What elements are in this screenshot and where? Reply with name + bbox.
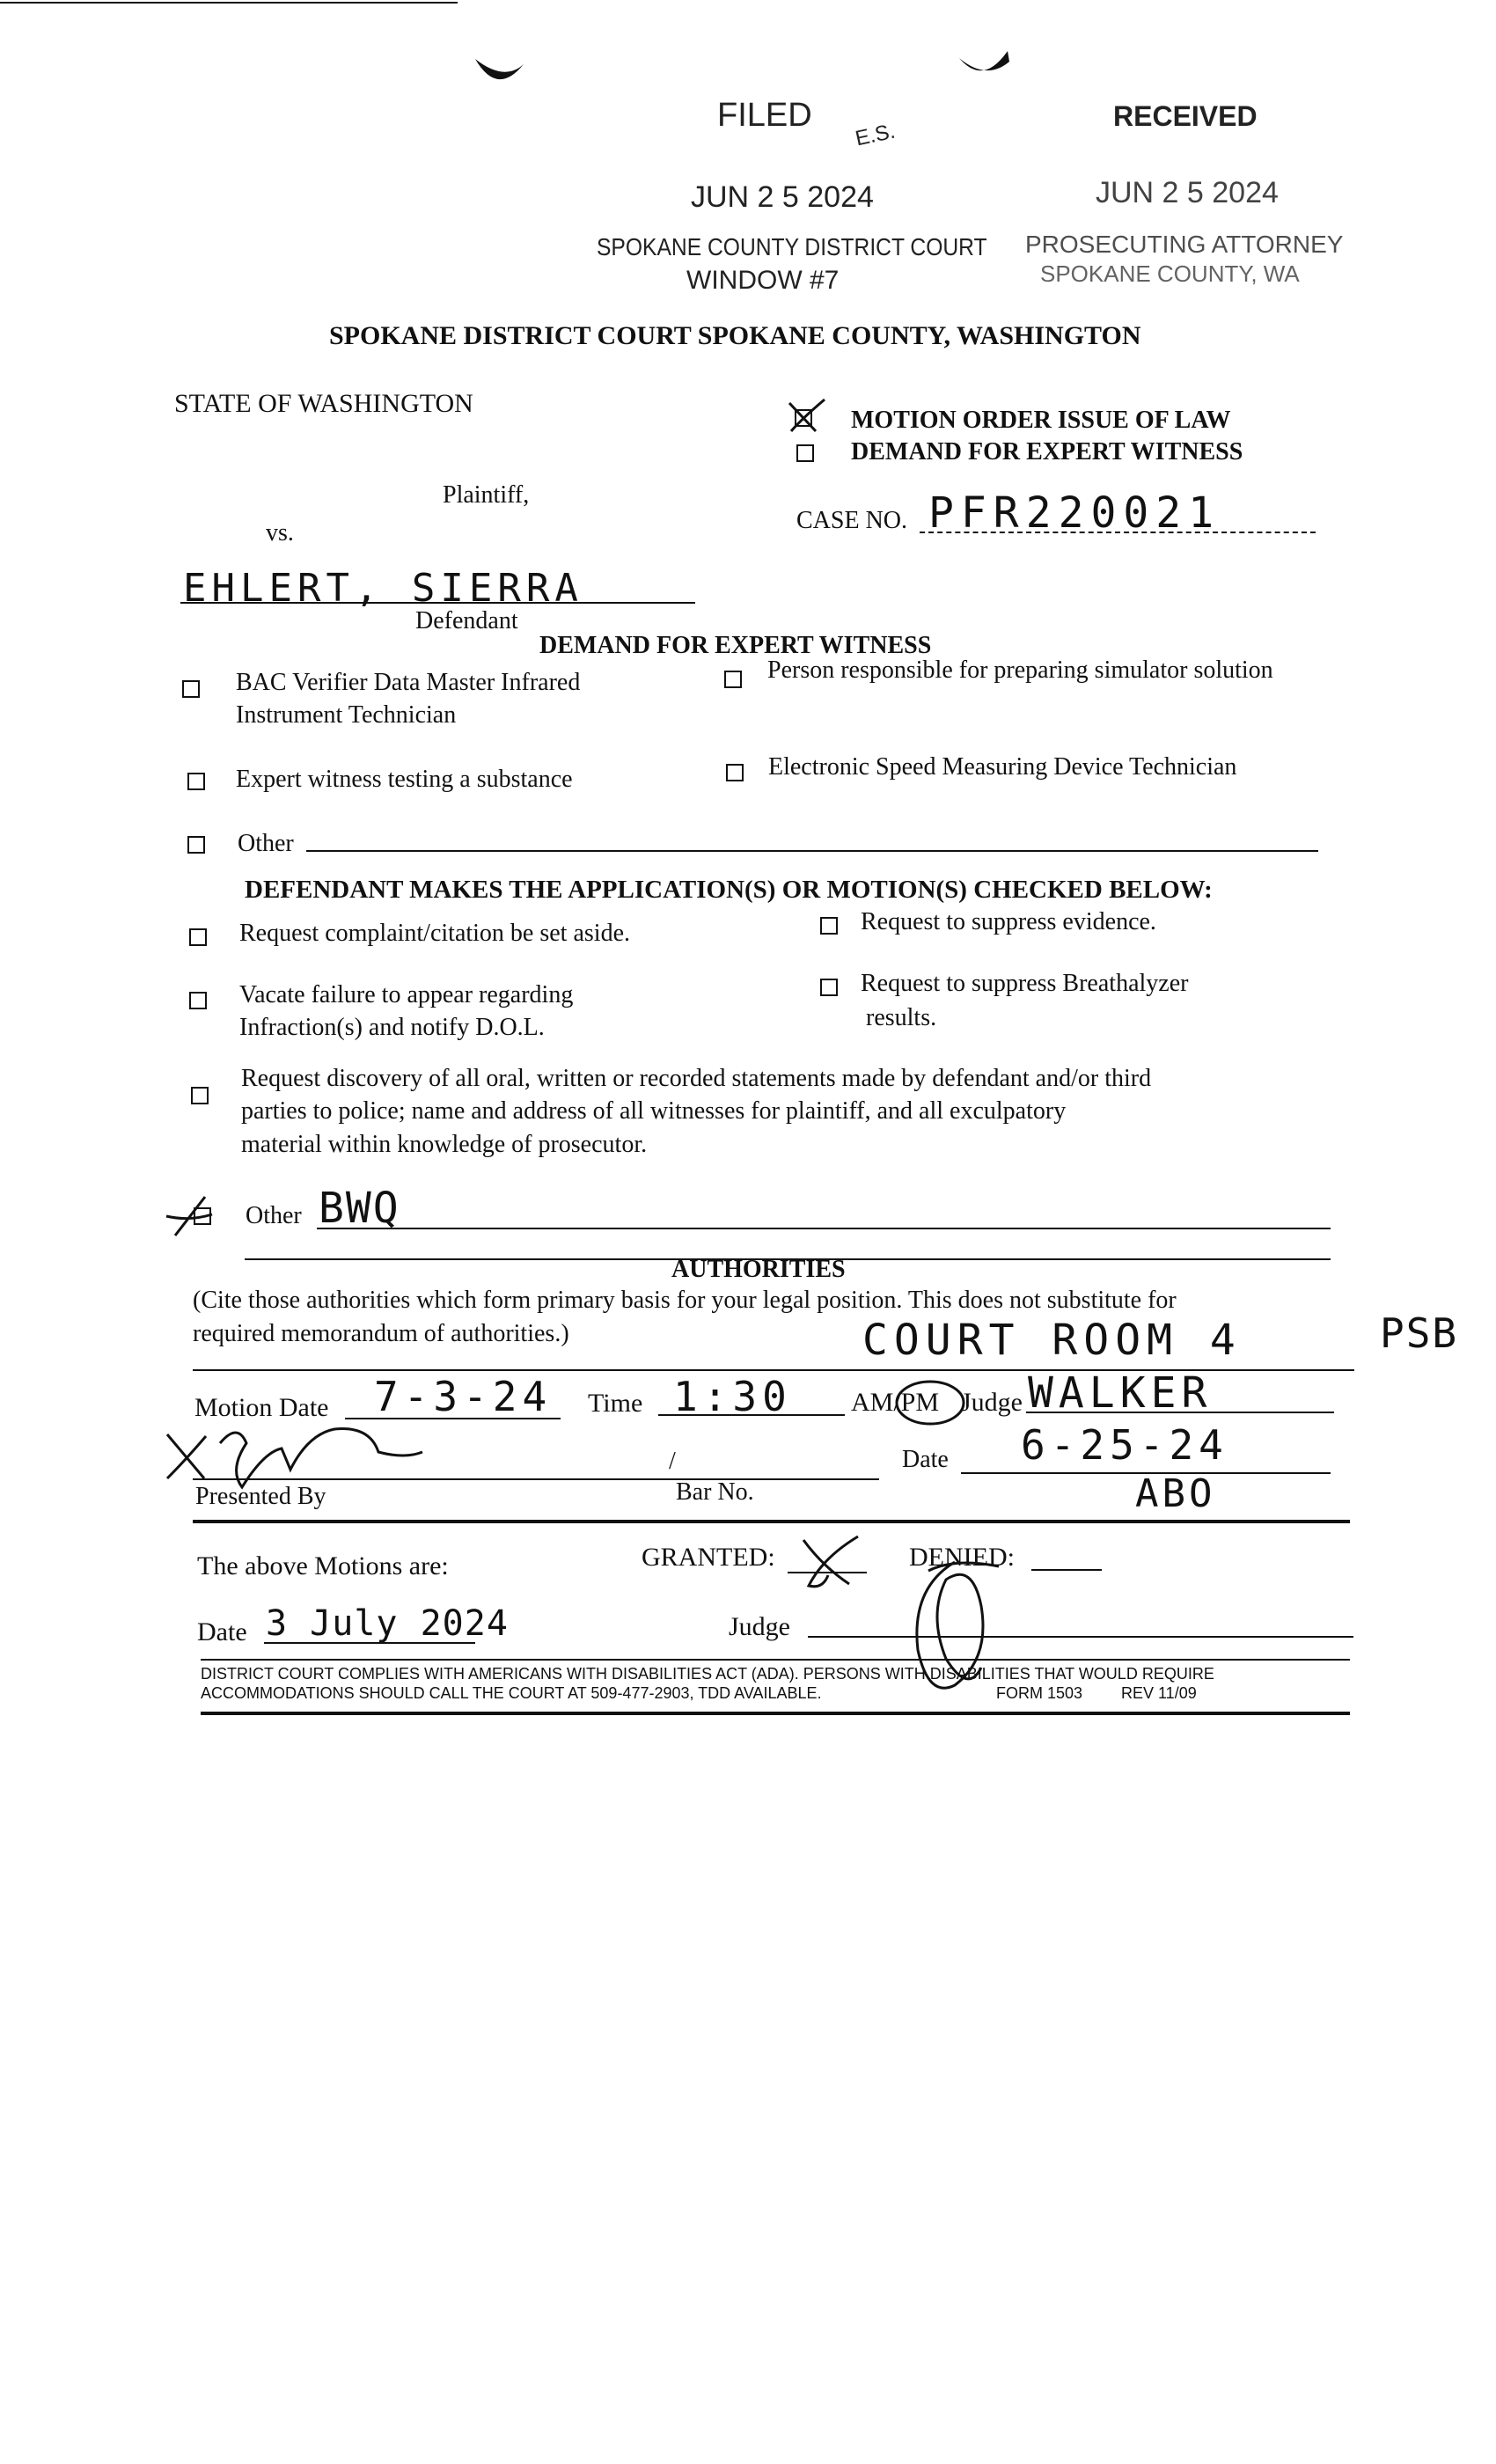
motions-above-label: The above Motions are: <box>197 1551 449 1580</box>
bar-no-label: Bar No. <box>676 1478 754 1506</box>
authorities-title: AUTHORITIES <box>671 1256 846 1283</box>
granted-mark <box>796 1531 867 1593</box>
simulator-label: Person responsible for preparing simulator solution <box>767 656 1273 684</box>
vs-label: vs. <box>266 519 294 546</box>
expert-witness-title: DEMAND FOR EXPERT WITNESS <box>539 632 932 659</box>
court-title: SPOKANE DISTRICT COURT SPOKANE COUNTY, WASHINGTON <box>329 321 1141 350</box>
footer-top-rule <box>201 1659 1350 1661</box>
judge-name: WALKER <box>1028 1368 1213 1418</box>
discovery-checkbox[interactable] <box>191 1087 209 1104</box>
presented-by-label: Presented By <box>195 1483 326 1510</box>
filed-stamp-initials: E.S. <box>853 119 898 151</box>
punch-hole-left <box>471 48 532 92</box>
case-number-line <box>920 532 1316 533</box>
speed-device-label: Electronic Speed Measuring Device Technician <box>768 753 1237 781</box>
substance-label: Expert witness testing a substance <box>236 766 573 793</box>
time-line[interactable] <box>658 1414 845 1416</box>
filed-stamp-window: WINDOW #7 <box>686 266 840 295</box>
time-label: Time <box>588 1389 643 1418</box>
vacate-label-line1: Vacate failure to appear regarding <box>239 981 574 1008</box>
application-other-value: BWQ <box>319 1184 400 1233</box>
motion-order-check-mark <box>786 396 828 438</box>
set-aside-checkbox[interactable] <box>189 928 207 946</box>
received-stamp-label: RECEIVED <box>1113 100 1258 132</box>
bac-checkbox[interactable] <box>182 680 200 698</box>
expert-other-checkbox[interactable] <box>187 836 205 854</box>
presenter-date-value: 6-25-24 <box>1021 1421 1228 1469</box>
simulator-checkbox[interactable] <box>724 671 742 688</box>
suppress-evidence-checkbox[interactable] <box>820 917 838 935</box>
plaintiff-label: Plaintiff, <box>443 481 530 509</box>
case-number-value: PFR220021 <box>928 488 1221 538</box>
presenter-section-rule <box>193 1520 1350 1523</box>
state-of-washington: STATE OF WASHINGTON <box>174 389 473 418</box>
judge-line[interactable] <box>1026 1412 1334 1413</box>
pm-circle <box>893 1377 967 1428</box>
suppress-breath-checkbox[interactable] <box>820 979 838 996</box>
discovery-label-line3: material within knowledge of prosecutor. <box>241 1131 648 1158</box>
presenter-slash: / <box>669 1448 676 1475</box>
set-aside-label: Request complaint/citation be set aside. <box>239 920 630 947</box>
applications-title: DEFENDANT MAKES THE APPLICATION(S) OR MOTION(S) CHECKED BELOW: <box>245 876 1213 904</box>
ruling-date-label: Date <box>197 1617 247 1646</box>
application-other-check-mark <box>163 1190 224 1243</box>
presenter-date-label: Date <box>902 1446 949 1473</box>
demand-expert-checkbox[interactable] <box>796 444 814 462</box>
motion-order-label: MOTION ORDER ISSUE OF LAW <box>851 407 1231 434</box>
filed-stamp-date: JUN 2 5 2024 <box>691 180 874 214</box>
ruling-judge-label: Judge <box>729 1612 790 1641</box>
defendant-label: Defendant <box>415 607 518 634</box>
presenter-initials: ABO <box>1135 1471 1216 1516</box>
case-number-label: CASE NO. <box>796 507 908 534</box>
scan-edge-line <box>0 2 458 4</box>
bac-label-line2: Instrument Technician <box>236 701 457 729</box>
denied-line[interactable] <box>1031 1569 1102 1571</box>
presented-by-line[interactable] <box>193 1478 879 1480</box>
motion-date-value: 7-3-24 <box>374 1373 553 1420</box>
authorities-note-line2: required memorandum of authorities.) <box>193 1320 569 1347</box>
expert-other-label: Other <box>238 830 294 857</box>
received-stamp-date: JUN 2 5 2024 <box>1096 176 1279 209</box>
motion-date-label: Motion Date <box>194 1393 329 1422</box>
ruling-date-value: 3 July 2024 <box>266 1603 509 1644</box>
footer-revision: REV 11/09 <box>1121 1684 1197 1702</box>
discovery-label-line2: parties to police; name and address of all witnesses for plaintiff, and all exculpatory <box>241 1097 1067 1125</box>
expert-other-line[interactable] <box>306 850 1318 852</box>
vacate-checkbox[interactable] <box>189 992 207 1009</box>
authorities-psb: PSB <box>1380 1309 1459 1357</box>
ruling-judge-line[interactable] <box>808 1636 1353 1638</box>
time-value: 1:30 <box>673 1373 792 1420</box>
footer-form-number: FORM 1503 <box>996 1684 1083 1702</box>
granted-label: GRANTED: <box>642 1543 775 1572</box>
received-stamp-county: SPOKANE COUNTY, WA <box>1040 260 1300 287</box>
punch-hole-right <box>955 44 1016 88</box>
defendant-line <box>180 602 695 604</box>
footer-ada-line1: DISTRICT COURT COMPLIES WITH AMERICANS WITH DISABILITIES ACT (ADA). PERSONS WITH DISABILITIES THAT WOULD REQUIRE <box>201 1665 1214 1683</box>
application-other-line[interactable] <box>317 1228 1331 1229</box>
denied-label: DENIED: <box>909 1543 1015 1572</box>
bac-label-line1: BAC Verifier Data Master Infrared <box>236 669 581 696</box>
authorities-courtroom: COURT ROOM 4 <box>862 1316 1242 1365</box>
authorities-note-line1: (Cite those authorities which form primary basis for your legal position. This does not substitute for <box>193 1287 1177 1314</box>
filed-stamp-label: FILED <box>717 97 812 134</box>
footer-ada-line2: ACCOMMODATIONS SHOULD CALL THE COURT AT 509-477-2903, TDD AVAILABLE. <box>201 1684 822 1702</box>
defendant-name: EHLERT, SIERRA <box>183 566 583 611</box>
speed-device-checkbox[interactable] <box>726 764 744 781</box>
judge-label: Judge <box>961 1388 1023 1417</box>
application-other-label: Other <box>246 1202 302 1229</box>
footer-bottom-rule <box>201 1712 1350 1715</box>
suppress-evidence-label: Request to suppress evidence. <box>861 908 1156 935</box>
suppress-breath-label-line2: results. <box>866 1004 937 1031</box>
discovery-label-line1: Request discovery of all oral, written or recorded statements made by defendant and/or third <box>241 1065 1152 1092</box>
demand-expert-label: DEMAND FOR EXPERT WITNESS <box>851 438 1243 466</box>
suppress-breath-label-line1: Request to suppress Breathalyzer <box>861 970 1189 997</box>
substance-checkbox[interactable] <box>187 773 205 790</box>
filed-stamp-court: SPOKANE COUNTY DISTRICT COURT <box>597 233 987 260</box>
vacate-label-line2: Infraction(s) and notify D.O.L. <box>239 1014 545 1041</box>
received-stamp-office: PROSECUTING ATTORNEY <box>1025 231 1344 258</box>
ampm-label: AM/PM <box>851 1388 940 1417</box>
ruling-date-line[interactable] <box>264 1642 475 1644</box>
